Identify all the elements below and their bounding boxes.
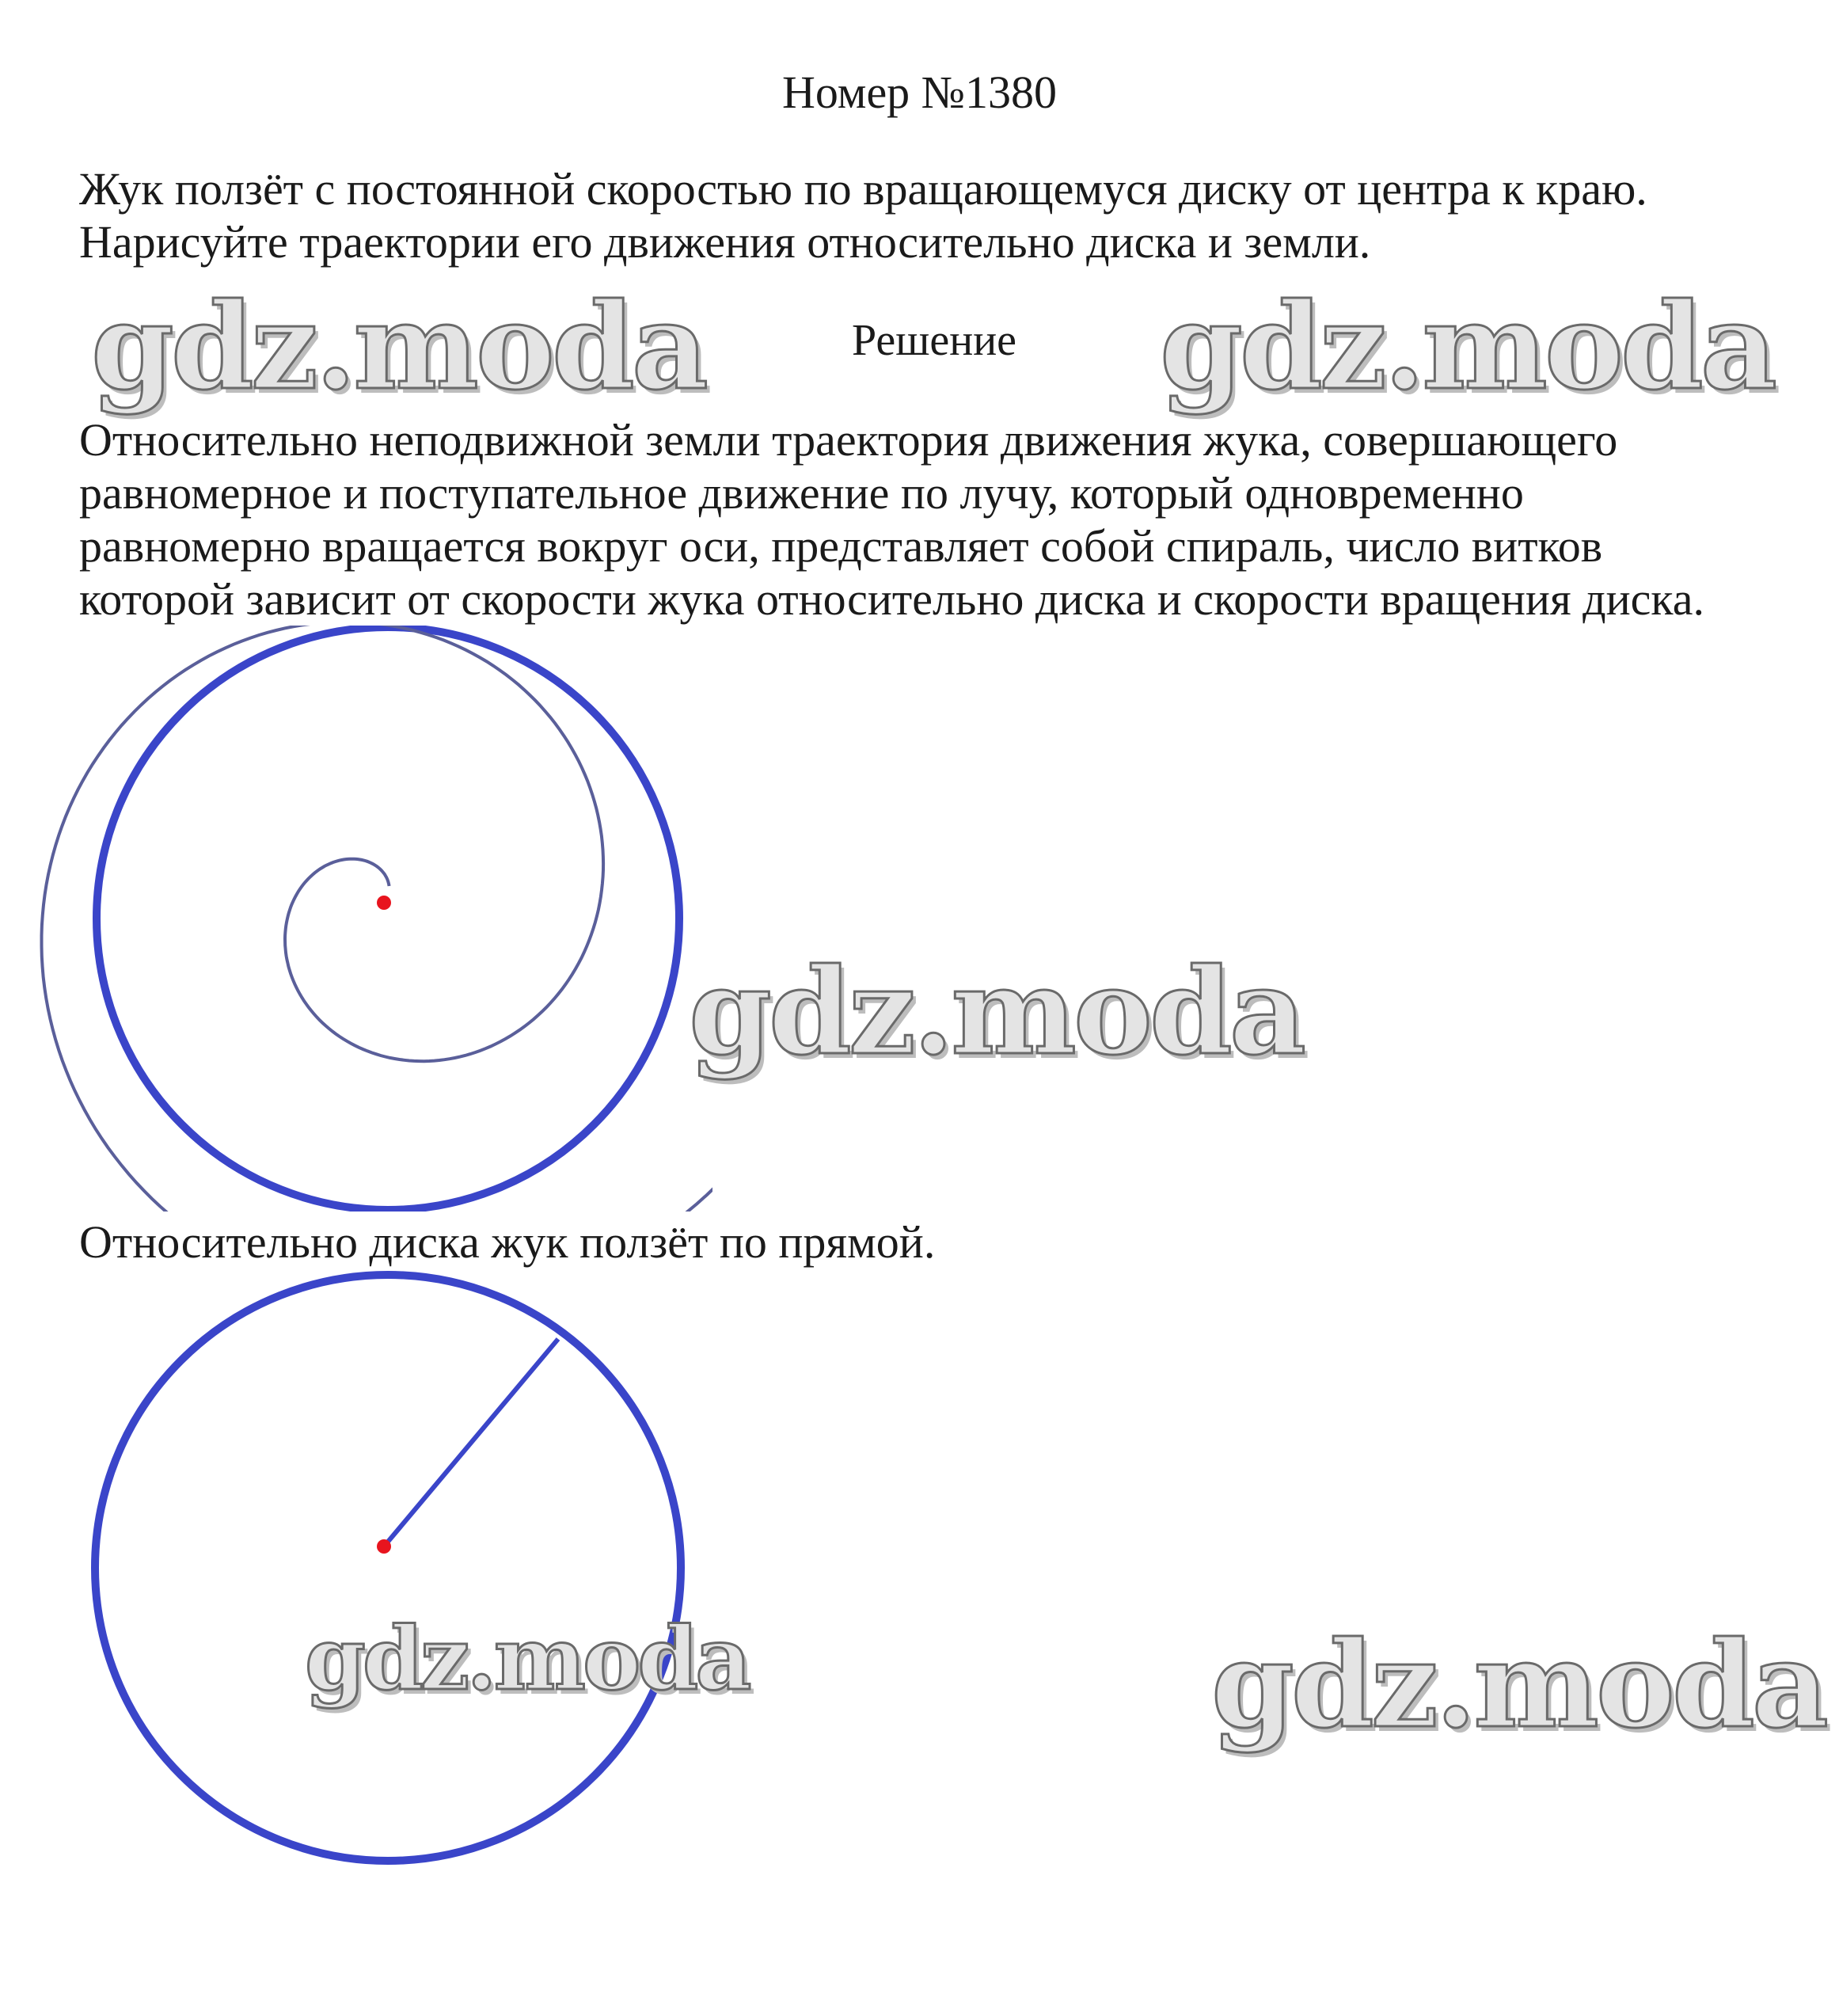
watermark-logo: gdz.moda — [689, 942, 1304, 1082]
disk-outline — [95, 1275, 681, 1861]
disk-outline — [97, 627, 679, 1210]
spiral-trajectory — [0, 626, 712, 1212]
explanation-text: Относительно неподвижной земли траектория движения жука, совершающего равномерное и поступательное движение по лучу, который одновременно равномерно вращается вокруг оси, представляет собой спираль, число витков которой зависит от скорости жука относительно диска и скорости вращения диска. — [79, 414, 1704, 625]
radius-trajectory — [384, 1339, 558, 1546]
problem-title: Номер №1380 — [781, 67, 1058, 118]
watermark-logo: gdz.moda — [91, 277, 706, 417]
spiral-figure — [0, 626, 712, 1212]
solution-heading: Решение — [851, 316, 1017, 365]
disk-caption: Относительно диска жук ползёт по прямой. — [79, 1216, 936, 1268]
center-point — [377, 896, 391, 910]
task-text: Жук ползёт с постоянной скоростью по вращающемуся диску от центра к краю. Нарисуйте траектории его движения относительно диска и земли. — [79, 163, 1647, 268]
center-point — [377, 1539, 391, 1554]
watermark-logo: gdz.moda — [305, 1607, 749, 1710]
radius-figure — [0, 1265, 712, 1867]
watermark-logo: gdz.moda — [1160, 277, 1775, 417]
watermark-logo: gdz.moda — [1211, 1615, 1826, 1755]
